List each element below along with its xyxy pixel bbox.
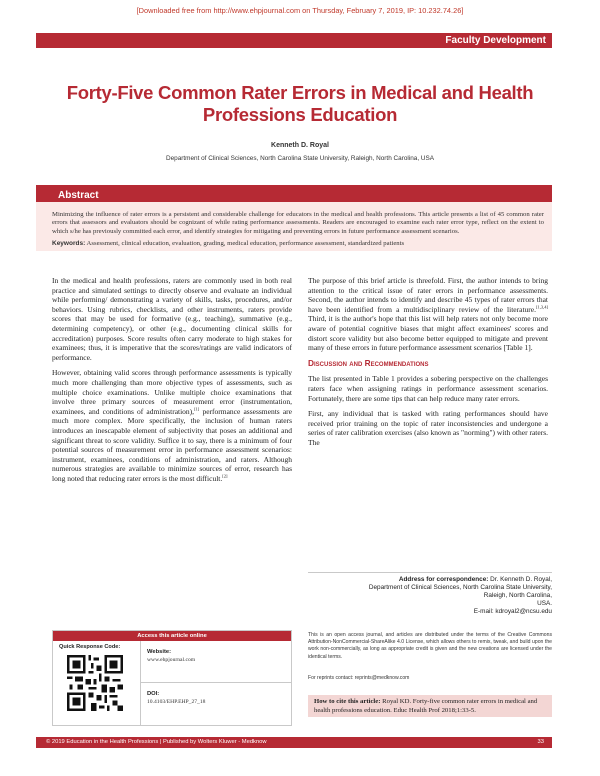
paragraph-text: The purpose of this brief article is threefold. First, the author intends to bring attention to the critical issue of rater errors in performance assessments. Second, the author intends to identify and describe 45 types of rater errors that have been identified from a multidisciplinary review of the literature. (308, 276, 548, 314)
section-banner: Faculty Development (36, 33, 552, 48)
page-number: 33 (537, 739, 544, 745)
qr-cell (53, 641, 141, 725)
how-to-cite-box (308, 695, 552, 717)
author-name: Kenneth D. Royal (271, 142, 329, 149)
abstract-text: Minimizing the influence of rater errors is a persistent and considerable challenge for educators in the medical and health professions. This article presents a list of 45 common rater errors that assessors and evaluators should be cognizant of while rating performance assessments. Readers are encouraged to examine each rater error type, reflect on the extent to which s/he has previously committed each error, and identify strategies for mitigating and preventing errors in future performance assessment scenarios. (52, 211, 544, 235)
website-cell (141, 641, 291, 683)
reprints-contact: For reprints contact: reprints@medknow.com (308, 675, 410, 681)
footer-copyright: © 2019 Education in the Health Professions | Published by Wolters Kluwer - Medknow (46, 739, 267, 745)
correspondence-block (308, 572, 552, 614)
author-affiliation: Department of Clinical Sciences, North Carolina State University, Raleigh, North Carolina, USA (165, 155, 435, 162)
keywords-list: Assessment, clinical education, evaluation, grading, medical education, performance assessment, standardized patients (86, 240, 405, 247)
paragraph-text: performance assessments are much more complex. More specifically, the inclusion of human raters introduces an inescapable element of subjectivity that poses an additional and significant threat to score validity. Suffice it to say, there is a minimum of four potential sources of measurement error in performance assessment scenarios: instrument, examinees, conditions of administration, and raters. Although numerous strategies are available to minimize sources of error, research has long noted that reducing rater errors is the most difficult. (52, 406, 292, 483)
paragraph: The list presented in Table 1 provides a sobering perspective on the challenges raters face when assigning ratings in performance assessment scenarios. Fortunately, there are some tips that can help reduce many rater errors. (308, 374, 548, 403)
abstract-heading: Abstract (58, 190, 99, 201)
abstract-header (36, 185, 552, 202)
doi-link[interactable]: 10.4103/EHP.EHP_27_18 (147, 699, 206, 705)
paragraph-text: However, obtaining valid scores through performance assessments is typically much more challenging than more objective types of assessments, such as multiple choice examinations. Unlike multiple choice examinations that involve three primary sources of measurement error (instrumentation, examinees, and conditions of administration), (52, 368, 292, 416)
body-column-left (52, 276, 292, 489)
correspondence-line: Department of Clinical Sciences, North Carolina State University, (368, 584, 552, 591)
download-note: [Downloaded free from http://www.ehpjournal.com on Thursday, February 7, 2019, IP: 10.232.74.26] (136, 6, 464, 15)
keywords (52, 240, 544, 247)
paragraph: First, any individual that is tasked with rating performances should have received prior training on the topic of rater inconsistencies and undergone a series of rater calibration exercises (also known as "norming") with other raters. The (308, 409, 548, 447)
access-heading: Access this article online (53, 631, 291, 641)
correspondence-email[interactable]: E-mail: kdroyal2@ncsu.edu (473, 608, 552, 615)
license-text: This is an open access journal, and articles are distributed under the terms of the Creative Commons Attribution-NonCommercial-ShareAlike 4.0 License, which allows others to remix, tweak, and build upon the work non-commercially, as long as appropriate credit is given and the new creations are licensed under the identical terms. (308, 632, 552, 660)
section-heading: Discussion and Recommendations (308, 357, 429, 368)
paragraph-text: Third, it is the author's hope that this list will help raters not only become more aware of potential cognitive biases that might affect examinees' scores and distort score validity but also become better equipped to mitigate and prevent many of these errors in future performance assessment scenarios [Table 1]. (308, 314, 548, 353)
correspondence-name: Dr. Kenneth D. Royal, (488, 576, 552, 583)
paragraph (52, 368, 292, 483)
cite-label: How to cite this article: (314, 698, 381, 705)
keywords-label: Keywords: (52, 240, 86, 247)
doi-cell (141, 683, 291, 725)
correspondence-line: USA. (537, 600, 552, 607)
paragraph: In the medical and health professions, raters are commonly used in both real practice and simulated settings to directly observe and evaluate an individual while performing/ demonstrating a variety of skills, tasks, procedures, and/or behaviors. Using rubrics, checklists, and other instruments, raters provide scores that may be used for formative (e.g., teaching), summative (e.g., determining competency), or other (e.g., documenting clinical skills for accreditation) purposes. Score results often carry moderate to high stakes for examinees; thus, it is imperative that the scores/ratings are valid indicators of performance. (52, 276, 292, 362)
website-link[interactable]: www.ehpjournal.com (147, 657, 196, 663)
cite-text: Royal KD. Forty-five common rater errors in medical and health professions education. Educ Health Prof 2018;1:33-5. (314, 698, 538, 714)
access-online-box (52, 630, 292, 726)
correspondence-line (308, 576, 552, 584)
correspondence-line: Raleigh, North Carolina, (483, 592, 552, 599)
article-title: Forty-Five Common Rater Errors in Medical and Health Professions Education (66, 82, 534, 125)
website-label: Website: (147, 649, 172, 655)
citation-ref[interactable]: [1] (194, 406, 200, 412)
qr-label: Quick Response Code: (59, 644, 121, 650)
correspondence-label: Address for correspondence: (398, 576, 489, 583)
qr-code-icon[interactable] (67, 655, 123, 711)
citation-ref[interactable]: [1,3,4] (536, 304, 548, 310)
paragraph (308, 276, 548, 353)
citation-ref[interactable]: [2] (222, 473, 228, 479)
doi-label: DOI: (147, 691, 160, 697)
body-column-right (308, 276, 548, 454)
page-footer (36, 737, 552, 748)
